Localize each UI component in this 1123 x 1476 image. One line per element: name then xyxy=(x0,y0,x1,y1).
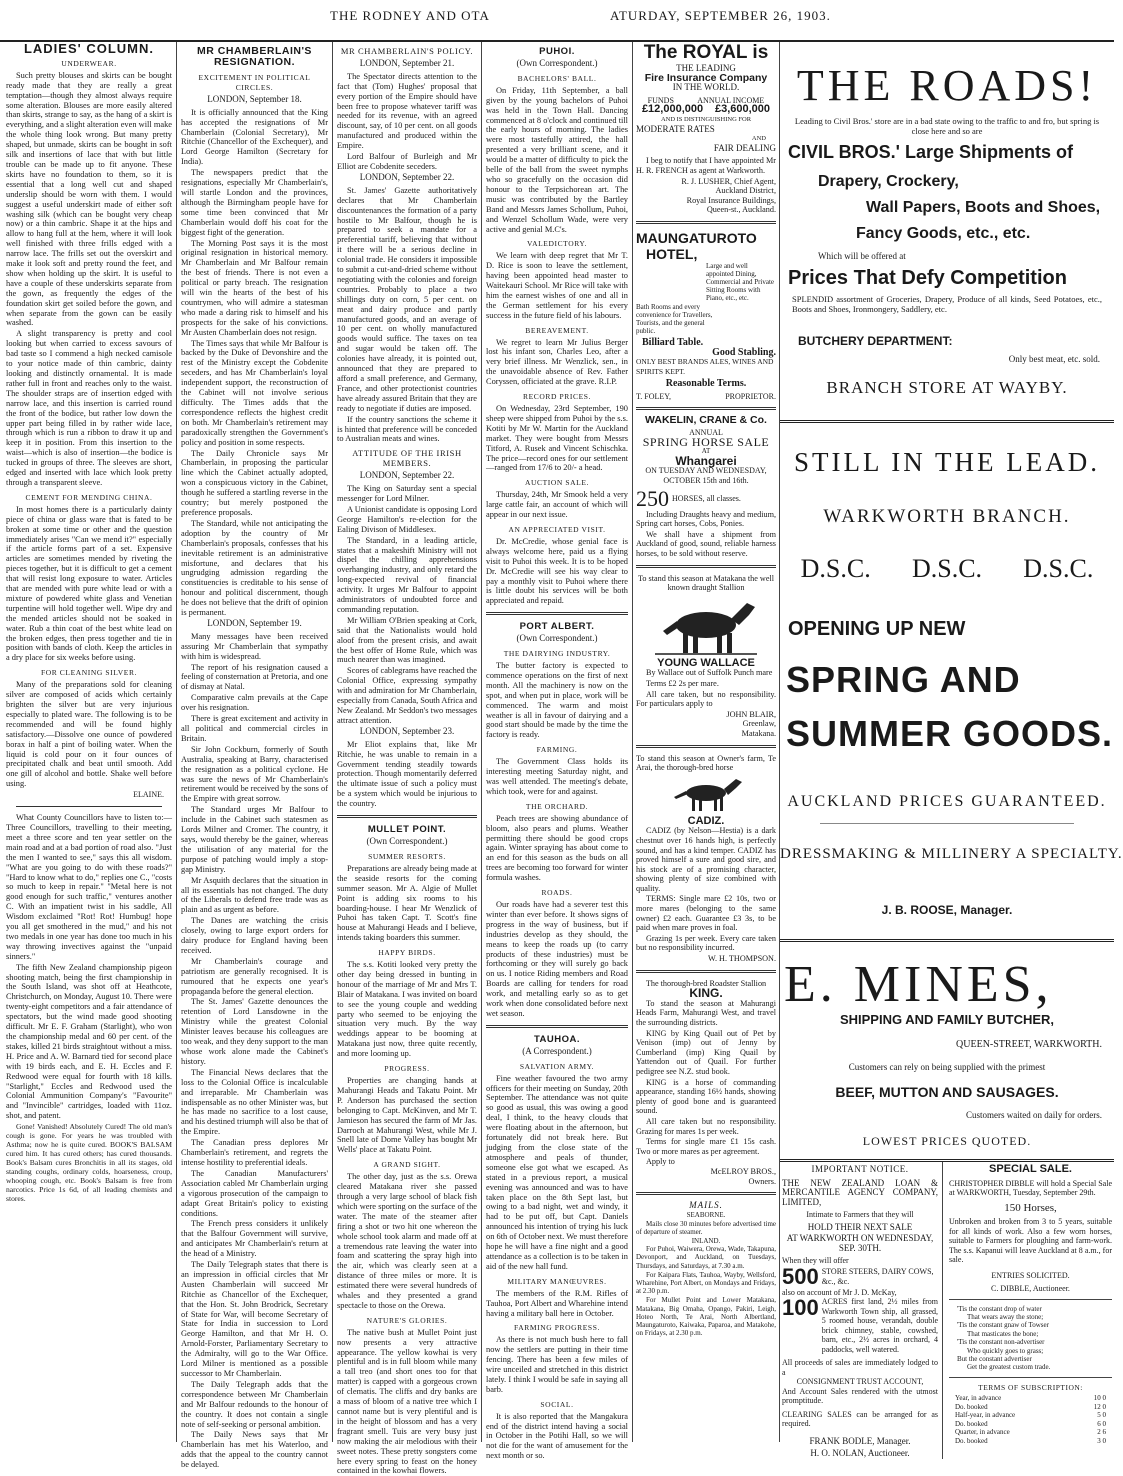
ad-line: Which will be offered at xyxy=(818,251,906,261)
royal-insurance-ad xyxy=(636,42,776,215)
ad-line: ANNUAL xyxy=(689,428,723,438)
proprietor-title: PROPRIETOR. xyxy=(725,391,776,401)
paragraph: Our roads have had a severer test this winter than ever before. It shows signs of progress in the way of business, but if industries develop as they should, the means to keep the roads up (to carry products of these industries) must be forthcoming or they will surely go back on us. I notice Riding members and Road Boards are calling for tenders for road work, and metalling early so as to get work when done consolidated before next wet season. xyxy=(486,899,628,1018)
paragraph: The Daily News says that Mr Chamberlain has met his Waterloo, and adds that the appeal to the country cannot be delayed. xyxy=(181,1430,328,1470)
verse-line: That wears away the stone; xyxy=(967,1312,1044,1321)
ad-line: J. B. ROOSE, Manager. xyxy=(881,903,1013,917)
paragraph: Terms for single mare £1 15s cash. Two or more mares as per agreement. xyxy=(636,1137,776,1156)
divider xyxy=(486,1025,628,1028)
subhead: SEABORNE. xyxy=(686,1211,726,1220)
ad-line: WARKWORTH BRANCH. xyxy=(823,506,1071,527)
divider xyxy=(949,1377,1112,1378)
ad-line: Royal Insurance Buildings, xyxy=(686,195,776,205)
verse-line: 'Tis the constant non-advertiser xyxy=(957,1338,1045,1347)
paragraph: CHRISTOPHER DIBBLE will hold a Special Sale at WARKWORTH, Tuesday, September 29th. xyxy=(949,1178,1112,1197)
masthead-left: THE RODNEY AND OTA xyxy=(330,8,490,23)
paragraph: The Morning Post says it is the most original resignation in historical memory. Mr Chamberlain and Mr Balfour remain the best of friends. There is not even a political or party breach. The resignation will win the hearts of the best of his countrymen, who will admire a statesman who made a daring risk to himself and his prospects for the sake of his convictions. Mr Austen Chamberlain does not resign. xyxy=(181,238,328,337)
ad-line: FAIR DEALING xyxy=(713,142,776,153)
proprietor-name: T. FOLEY, xyxy=(636,391,672,401)
divider xyxy=(780,420,1114,423)
verse-line: Get the greatest custom trade. xyxy=(967,1363,1051,1372)
ad-line: Owners. xyxy=(748,1176,776,1186)
paragraph: KING by King Quail out of Pet by Venison (imp) out of Jenny by Cumberland (imp) King Quail by Yattendon out of Quail. For further pedigree see N.Z. stud book. xyxy=(636,1028,776,1076)
roads-headline: THE ROADS! xyxy=(796,61,1098,110)
paragraph: TERMS: Single mare £2 10s, two or more mares (belonging to the same owner) £2 each. Guarantee £3 3s, to be paid when mare proves in foal. xyxy=(636,894,776,933)
paragraph: Such pretty blouses and skirts can be bought ready made that they are really a great temptation—though they almost always require some alteration. Blouses are more easily altered than skirts, strange to say, as the hang of a skirt is everything, and a slight alteration even will make the whole thing look wrong. But many pretty shaped, but unmade, skirts can be bought in soft silk and insertions of lace that with but little trouble can be made up to fit anyone. These skirts have no foundation to them, so it is essential that a long well cut and shaped underslip should be worn with them. I would suggest a useful underskirt made of either soft washing silk (which can be bought very cheap now) or a thin cambric. Shape it at the hips and allow to hang full at the hem, where it will look well finished with three frills edged with a narrow lace. The frills set out the overskirt and make it look soft and pretty round the feet, and show when holding up the skirt. It is useful to have a couple of these underskirts separate from the gown, as frequently the edges of the foundation skirt get soiled before the gown, and when separate from the gown can be easily washed. xyxy=(6,70,172,328)
ad-headline: SPECIAL SALE. xyxy=(989,1163,1072,1175)
paragraph: Including Draughts heavy and medium, Spring cart horses, Cobs, Ponies. xyxy=(636,509,776,529)
policy-column xyxy=(337,42,478,1476)
ad-line: Fire Insurance Company xyxy=(644,71,768,84)
subscription-table xyxy=(949,1394,1112,1445)
article-title: PORT ALBERT. xyxy=(519,621,595,633)
subhead: AN APPRECIATED VISIT. xyxy=(508,524,606,534)
verse-line: But the constant advertiser xyxy=(957,1354,1032,1363)
paragraph: SPLENDID assortment of Groceries, Drapery, Produce of all kinds, Seed Potatoes, etc., Boots and Shoes, Ironmongery, Saddlery, etc. xyxy=(792,294,1102,314)
ad-headline: STILL IN THE LEAD. xyxy=(794,447,1100,477)
subhead: UNDERWEAR. xyxy=(61,58,117,68)
subhead: BEREAVEMENT. xyxy=(525,325,589,335)
paragraph: The thorough-bred Roadster Stallion xyxy=(645,978,767,988)
ad-line: AUCKLAND PRICES GUARANTEED. xyxy=(787,793,1107,810)
ad-line: McELROY BROS., xyxy=(710,1166,776,1176)
subhead: SOCIAL. xyxy=(540,1399,574,1409)
verse-line: That masticates the bone; xyxy=(967,1329,1039,1338)
income-label: ANNUAL INCOME xyxy=(697,95,765,105)
ad-line: Drapery, Crockery, xyxy=(818,173,959,190)
important-notice-ad xyxy=(780,1162,943,1459)
verse-line: Who quickly goes to grass; xyxy=(967,1346,1044,1355)
paragraph: Bath Rooms and every convenience for Travellers, Tourists, and the general public. xyxy=(636,302,713,335)
divider xyxy=(636,221,776,224)
paragraph: If the country sanctions the scheme it is hinted that preference will be conceded to Australian meats and wines. xyxy=(337,414,477,444)
paragraph: We regret to learn Mr Julius Berger lost his infant son, Charles Leo, after a very brief illness. Mr Wenzlick, sen., in the unavoidable absence of Rev. Father Coryssen, officiated at the grave. R.I.P. xyxy=(486,337,628,387)
subhead: SUMMER RESORTS. xyxy=(368,851,446,861)
paragraph: Terms £2 2s per mare. xyxy=(646,678,719,688)
advertisements-column xyxy=(636,42,776,1442)
paragraph: All proceeds of sales are immediately lodged to a xyxy=(782,1358,938,1377)
paragraph: The Government Class holds its interesting meeting Saturday night, and was well attended. The meeting's debate, which took, were for and against. xyxy=(486,757,628,796)
paragraph: The newspapers predict that the resignations, especially Mr Chamberlain's, will startle London and the provinces, although the Birmingham people have for some time been convinced that Mr Chamberlain would doff his coat for the biggest fight of the generation. xyxy=(181,168,328,237)
subhead: VALEDICTORY. xyxy=(527,239,587,249)
paragraph: KING is a horse of commanding appearance, standing 16½ hands, showing plenty of good bone and is guaranteed sound. xyxy=(636,1077,776,1116)
paragraph: The Standard, while not anticipating the adoption by the country of Mr Chamberlain's proposals, confesses that his inevitable retirement is an administrative misfortune, and declares that his ungrudging admission regarding the constituencies is creditable to his sense of honour and political discernment, though he does not believe that the drift of opinion is permanent. xyxy=(181,518,328,618)
paragraph: There is great excitement and activity in all political and commercial circles in Britain. xyxy=(181,714,328,743)
table-row xyxy=(949,1411,1112,1420)
ad-headline: MAILS. xyxy=(689,1200,723,1211)
term-price: 10 0 xyxy=(1093,1394,1106,1403)
paragraph: Fine weather favoured the two army officers for their meeting on Sunday, 20th September. The attendance was not quite so good as usual, this was owing a good deal, I think, to the heavy clouds that were floating about in the afternoon, but fortunately did not break here. But judging from the close state of the atmosphere and peals of thunder, someone else got what we escaped. As stated in a previous report, a musical evening was announced and was to have taken place on the 8th Sept last, but owing to a bad night, wet and windy, it had to be put off, but Capt. Daniels announced his intention of trying his luck on 6th of October next. We must therefore hope he will have a fine night and a good attendance as a collection is to be taken in aid of the new hall fund. xyxy=(486,1073,628,1271)
ad-headline: Prices That Defy Competition xyxy=(788,267,1067,289)
term-label: Quarter, in advance xyxy=(955,1428,1010,1437)
correspondent: (Own Correspondent.) xyxy=(516,58,598,68)
paragraph: ACRES first land, 2½ miles from Warkworth Town ship, all grassed, 5 roomed house, verandah, double brick chimney, stable, cowshed, barn, etc., 2½ acres in orchard, 4 paddocks, well watered. xyxy=(821,1297,938,1354)
ad-line: Apply to xyxy=(646,1157,675,1167)
ad-line: Only best meat, etc. sold. xyxy=(1008,354,1100,364)
hotel-ad xyxy=(636,230,776,402)
divider xyxy=(636,745,776,748)
mails-notice xyxy=(636,1201,776,1337)
paragraph: I beg to notify that I have appointed Mr H. R. FRENCH as agent at Warkworth. xyxy=(636,156,776,175)
paragraph: Grazing 1s per week. Every care taken but no responsibility incurred. xyxy=(636,933,776,953)
paragraph: Scores of cablegrams have reached the Colonial Office, expressing sympathy with and admiration for Mr Chamberlain, especially from Canada, South Africa and New Zealand. Mr Seddon's two messages attract attention. xyxy=(337,666,478,725)
paragraph: The Canadian Manufacturers' Association cabled Mr Chamberlain urging a vigorous prosecution of the campaign to adapt Great Britain's policy to existing conditions. xyxy=(181,1168,328,1218)
term-price: 3 0 xyxy=(1097,1436,1106,1445)
ad-line: ON TUESDAY AND WEDNESDAY, OCTOBER 15th and 16th. xyxy=(645,466,767,486)
correspondent: (A Correspondent.) xyxy=(522,1045,592,1056)
paragraph: The Daily Chronicle says Mr Chamberlain, in proposing the particular line which the Cabinet actually adopted, won a conspicuous victory in the Cabinet, though he suffered a startling reverse in the country; but merely postponed the preference proposals. xyxy=(181,448,328,517)
paragraph: On Wednesday, 23rd September, 190 sheep were shipped from Puhoi by the s.s. Kotiti by Mr W. Martin for the Auckland market. They were bought from Messrs Titford, A. Rusek and Vincent Schischka. The price—record ones for our settlement—ranged from 17/6 to 20/- a head. xyxy=(486,404,628,473)
section-title: LADIES' COLUMN. xyxy=(23,41,155,56)
page-header xyxy=(0,0,1114,42)
paragraph: A Unionist candidate is opposing Lord George Hamilton's re-election for the Ealing Divison of Middlesex. xyxy=(337,504,477,534)
subhead: FARMING PROGRESS. xyxy=(514,1323,600,1333)
ad-line: FRANK BODLE, Manager. xyxy=(809,1435,911,1446)
paragraph: The Times says that while Mr Balfour is backed by the Duke of Devonshire and the rest of the Ministry except the Cobdenite seceders, and has Mr Chamberlain's loyal independent support, the reconstruction of the Cabinet will not involve serious difficulty. The Times adds that the correspondence reflects the highest credit on both. Mr Chamberlain's retirement may paradoxically strengthen the Government's policy and position in some respects. xyxy=(181,338,328,447)
term-label: Do. booked xyxy=(955,1436,988,1445)
subhead: BACHELORS' BALL. xyxy=(517,73,597,83)
subhead: SALVATION ARMY. xyxy=(519,1061,595,1071)
paragraph: Dr. McCredie, whose genial face is always welcome here, paid us a flying visit to Puhoi this week. It is to be hoped Dr. McCredie will see his way clear to pay a monthly visit to Puhoi where there is little doubt his services will be both appreciated and repaid. xyxy=(486,536,628,606)
paragraph: To stand this season at Owner's farm, Te Arai, the thorough-bred horse xyxy=(636,753,776,773)
ad-line: OPENING UP NEW xyxy=(788,618,966,640)
stallion-ad-king xyxy=(636,979,776,1186)
dateline: LONDON, September 22. xyxy=(359,470,455,481)
divider xyxy=(949,1299,1112,1300)
paragraph: Comparative calm prevails at the Cape over his resignation. xyxy=(181,693,328,713)
table-row xyxy=(949,1403,1112,1412)
ad-line: When they will offer xyxy=(782,1256,849,1265)
ad-headline: HOTEL, xyxy=(646,245,698,262)
ad-line: THE LEADING xyxy=(676,63,736,73)
divider xyxy=(486,612,628,615)
table-row xyxy=(949,1420,1112,1429)
paragraph: Mr Asquith declares that the situation in all its essentials has not changed. The duty of the Liberals to defend free trade was as plain and as urgent as before. xyxy=(181,875,328,915)
horse-sale-ad xyxy=(636,416,776,558)
funds-label: FUNDS xyxy=(647,95,674,105)
paragraph: The Canadian press deplores Mr Chamberlain's retirement, and regrets the intense hostility to preferential ideals. xyxy=(181,1138,328,1167)
ad-line: 150 Horses, xyxy=(1004,1201,1057,1214)
paragraph: Gone! Vanished! Absolutely Cured! The old man's cough is gone. For years he was troubled with Asthma; now he is quite cured. BOOK'S BALSAM cured him. It has cured others; has cured thousands. Book's Balsam cures Bronchitis in all its stages, old standing coughs, ordinary colds, hoarseness, croup, whooping cough, etc. Book's Balsam is free from narcotics. Price 1s 6d, of all leading chemists and stores. xyxy=(6,1122,172,1204)
paragraph: CLEARING SALES can be arranged for as required. xyxy=(782,1409,938,1428)
ad-line: C. DIBBLE, Auctioneer. xyxy=(991,1284,1070,1293)
ad-line: Whangarei xyxy=(675,453,737,468)
subhead: MILITARY MANŒUVRES. xyxy=(507,1276,607,1286)
paragraph: What County Councillors have to listen to:—Three Councillors, travelling to their meeting, meet a three score and ten year settler on the main road and at a bad portion of road also. "Just the men I wanted to see," says this all wisdom. "What are you going to do with these roads?" "Hard to know what to do," replies one C., "costs so much to keep in repair." "Metal here is not good enough for such traffic," ventures another C. With an impatient twist in his saddle, All Wisdom exclaimed "Rot! Rot! Humbug! hope you all get smothered in the mud," and his not two medals in one year has done too much in his way throwing invectives against the "unpaid sinners." xyxy=(6,813,172,961)
ad-line: BEEF, MUTTON AND SAUSAGES. xyxy=(835,1084,1059,1100)
paragraph: The s.s. Kotiti looked very pretty the other day being dressed in bunting in honour of the marriage of Mr and Mrs T. Blair of Matakana. I was invited on board to see the young couple and wedding party who seemed to be enjoying the situation very much. By the way weddings appear to be booming at Matakana just now, three quite recently, and more looming up. xyxy=(337,960,478,1059)
paragraph: It is officially announced that the King has accepted the resignations of Mr Chamberlain (Colonial Secretary), Mr Ritchie (Chancellor of the Exchequer), and Lord George Hamilton (Secretary for India). xyxy=(181,107,328,167)
column-rule xyxy=(632,42,633,1442)
paragraph: The Danes are watching the crisis closely, owing to large export orders for dairy produce for England having been received. xyxy=(181,916,328,955)
paragraph: The Financial News declares that the loss to the Colonial Office is incalculable and irreparable. Mr Chamberlain was indispensable as no other Minister was, but he has made no sacrifice to a lost cause, and his destined triumph will also be that of the Empire. xyxy=(181,1067,329,1137)
subhead: ROADS. xyxy=(541,888,573,898)
ad-line: HORSES, all classes. xyxy=(672,493,741,503)
paragraph: For Kaipara Flats, Tauhoa, Wayby, Wellsford, Wharehine, Port Albert, on Mondays and Fridays, at 2.30 p.m. xyxy=(636,1270,776,1296)
special-sale-ad xyxy=(943,1162,1114,1459)
paragraph: The report of his resignation caused a feeling of consternation at Pretoria, and one of dismay at Natal. xyxy=(181,662,328,692)
article-title: PUHOI. xyxy=(539,46,575,57)
paragraph: All care taken, but no responsibility. For particulars apply to xyxy=(636,689,776,709)
ad-line: AND IS DISTINGUISHING FOR xyxy=(660,115,752,123)
term-label: Year, in advance xyxy=(955,1394,1002,1403)
paragraph: The Standard, in a leading article, states that a makeshift Ministry will not dispel the chilling apprehensions overhanging industry, and only retard the long-expected revival of financial activity. It urges Mr Balfour to appoint administrators of undoubted force and commanding reputation. xyxy=(337,535,477,614)
ad-headline: TERMS OF SUBSCRIPTION: xyxy=(978,1382,1083,1392)
paragraph: By Wallace out of Suffolk Punch mare xyxy=(646,668,773,678)
paragraph: To stand the season at Mahurangi Heads Farm, Mahurangi West, and travel the surrounding districts. xyxy=(636,998,776,1027)
ad-line: HOLD THEIR NEXT SALE xyxy=(807,1221,913,1232)
paragraph: Large and well appointed Dining, Commercial and Private Sitting Rooms with Piano, etc., etc. xyxy=(706,261,775,302)
ad-line: Wall Papers, Boots and Shoes, xyxy=(866,199,1101,216)
ad-line: Customers waited on daily for orders. xyxy=(966,1110,1102,1120)
paragraph: Customers can rely on being supplied with the primest xyxy=(848,1062,1046,1072)
stallion-ad-cadiz xyxy=(636,754,776,964)
paragraph: The butter factory is expected to commence operations on the first of next month. All the machinery is now on the spot, and when put in place, work will be commenced. The warm and moist weather is all in favour of dairying and a good start should be made by the time the factory is ready. xyxy=(486,661,628,740)
paragraph: Many of the preparations sold for cleaning silver are composed of acids which certainly brighten the silver but are very injurious especially to plated ware. The following is to be recommended and will be found highly satisfactory.—Dissolve one ounce of powdered borax in half a pint of boiling water. When the liquid is cold pour on it four ounces of precipitated chalk and beat until smooth. Add one gill of alcohol and bottle. Shake well before using. xyxy=(6,680,172,789)
subhead: HAPPY BIRDS. xyxy=(378,948,436,958)
paragraph: The French press considers it unlikely that the Balfour Government will survive, and anticipates Mr Chamberlain's return at the head of a Ministry. xyxy=(181,1219,328,1259)
chamberlain-column xyxy=(181,42,329,1470)
stallion-ad-wallace xyxy=(636,574,776,739)
subhead: AUCTION SALE. xyxy=(524,478,590,488)
dsc-logo: D.S.C. xyxy=(800,554,871,583)
column-rule xyxy=(481,42,482,1442)
horse-illustration-icon xyxy=(651,595,761,657)
dateline: LONDON, September 21. xyxy=(359,57,455,68)
store-advertisements xyxy=(780,42,1123,1458)
ad-headline: The ROYAL is xyxy=(643,42,769,63)
ad-line: W. H. THOMPSON. xyxy=(707,954,776,964)
ad-line: IN THE WORLD. xyxy=(672,82,740,93)
acre-count: 100 xyxy=(782,1295,819,1320)
paragraph: The Daily Telegraph states that there is an impression in official circles that Mr Austen Chamberlain will succeed Mr Ritchie as Chancellor of the Exchequer, that the Hon. St. John Brodrick, Secretary of State for War, will become Secretary of State for India in succession to Lord George Hamilton, and that Mr H. O. Arnold-Forster, Parliamentary Secretary to the Admiralty, will go to the War Office. Lord Milner is mentioned as a possible successor to Mr Chamberlain. xyxy=(181,1260,328,1378)
paragraph: Unbroken and broken from 3 to 5 years, suitable for all kinds of work. Also a few worn horses, suitable to Farmers for ploughing and farm-work. The s.s. Kapanui will leave Auckland at 8 a.m., for sale. xyxy=(949,1217,1112,1264)
ad-line: Good Stabling. xyxy=(712,346,776,358)
column-rule xyxy=(176,42,177,1442)
verse xyxy=(957,1305,1112,1372)
paragraph: We shall have a shipment from Auckland of good, sound, reliable harness horses, to be sold without reserve. xyxy=(636,529,776,558)
term-label: Half-year, in advance xyxy=(955,1411,1016,1420)
paragraph: Mr Chamberlain's courage and patriotism are generally recognised. It is rumoured that he expects one year's propaganda before the general election. xyxy=(181,956,328,996)
dateline: LONDON, September 18. xyxy=(207,93,302,104)
subhead: A GRAND SIGHT. xyxy=(373,1160,441,1170)
paragraph: All care taken but no responsibility. Grazing for mares 1s per week. xyxy=(636,1116,776,1136)
ad-headline: WAKELIN, CRANE & Co. xyxy=(645,414,767,427)
ad-line: Greenlaw, xyxy=(742,719,776,729)
paragraph: Lord Balfour of Burleigh and Mr Elliot are Cobdenite seceders. xyxy=(337,152,477,171)
masthead-date: ATURDAY, SEPTEMBER 26, 1903. xyxy=(610,8,831,23)
ad-line: BUTCHERY DEPARTMENT: xyxy=(798,334,953,348)
subhead: FARMING. xyxy=(536,745,578,755)
ad-line: AT WARKWORTH ON WEDNESDAY, SEP. 30TH. xyxy=(786,1233,934,1253)
term-price: 6 0 xyxy=(1097,1419,1106,1428)
ad-line: QUEEN-STREET, WARKWORTH. xyxy=(956,1039,1102,1050)
ad-line: CONSIGNMENT TRUST ACCOUNT, xyxy=(796,1377,924,1386)
article-title: ATTITUDE OF THE IRISH MEMBERS. xyxy=(352,448,462,469)
article-title: MR CHAMBERLAIN'S RESIGNATION. xyxy=(197,45,312,68)
paragraph: CADIZ (by Nelson—Hestia) is a dark chestnut over 16 hands high, is perfectly sound, and has a kind temper. CADIZ has proved himself a sure and good sire, and his stock are of a promising character, showing plenty of size combined with quality. xyxy=(636,826,776,893)
article-title: MR CHAMBERLAIN'S POLICY. xyxy=(340,46,474,56)
ad-line: Billiard Table. xyxy=(642,336,704,348)
subhead: NATURE'S GLORIES. xyxy=(366,1315,448,1325)
paragraph: We learn with deep regret that Mr T. D. Rice is soon to leave the settlement, having been appointed head master to Waitekauri School. Mr Rice will take with him the earnest wishes of one and all in the German settlement for his every success in the future field of his labours. xyxy=(486,251,628,320)
racehorse-illustration-icon xyxy=(666,775,746,815)
paragraph: As there is not much bush here to fall now the settlers are putting in their time fencing. There has been a few miles of wire unceiled and stretched in this district lately. I think I would be safe in saying all barb. xyxy=(486,1335,628,1394)
table-row xyxy=(949,1437,1112,1446)
ad-line: MODERATE RATES xyxy=(636,123,715,134)
paragraph: For Mullet Point and Lower Matakana, Matakana, Big Omaha, Opango, Pakiri, Leigh, Hoteo North, Te Arai, North Albertland, Maungaturoto, Kaiwaka, Paparoa, and Matakohe, on Fridays, at 2.30 p.m. xyxy=(636,1296,776,1338)
subhead: FOR CLEANING SILVER. xyxy=(40,668,138,678)
paragraph: Sir John Cockburn, formerly of South Australia, speaking at Barry, characterised the resignation as a political cyclone. He was sure the news of Mr Chamberlain's retirement would be received by the sons of the Empire with great sorrow. xyxy=(181,744,328,804)
divider xyxy=(636,565,776,568)
paragraph: The Standard urges Mr Balfour to include in the Cabinet such statesmen as Lords Milner and Cromer. The country, it says, would thereby be the gainer, whereas the utilisation of any material for the purpose of patching would imply a stop-gap Ministry. xyxy=(181,805,328,874)
ladies-column xyxy=(6,42,172,1442)
paragraph: The members of the R.M. Rifles of Tauhoa, Port Albert and Wharehine intend having a military ball here in October. xyxy=(486,1288,628,1318)
income-value: £3,600,000 xyxy=(714,103,771,116)
ad-line: ENTRIES SOLICITED. xyxy=(991,1270,1070,1280)
ad-headline: IMPORTANT NOTICE. xyxy=(811,1164,909,1174)
district-news-column xyxy=(486,42,628,1461)
ad-line: also on account of Mr J. D. McKay, xyxy=(782,1287,897,1297)
dateline: LONDON, September 19. xyxy=(207,617,302,628)
term-label: Do. booked xyxy=(955,1419,988,1428)
paragraph: And Account Sales rendered with the utmost promptitude. xyxy=(782,1386,938,1405)
ad-line: R. J. LUSHER, Chief Agent, xyxy=(681,176,776,186)
paragraph: On Friday, 11th September, a ball given by the young bachelors of Puhoi was held in the Town Hall. Dancing commenced at 8 o'clock and continued till the early hours of morning. The ladies were most tastefully attired, the hall presented a very brilliant scene, and it would be a matter of difficulty to pick the belle of the ball from the sweet nymphs who so gracefully on the occasion did honour to the Terpsichorean art. The music was contributed by the Bartley Band and Messrs James Schollum, Puhoi, and Wenzel Schollum Wade, were very active and genial M.C's. xyxy=(486,85,628,234)
ad-line: JOHN BLAIR, xyxy=(726,709,776,719)
paragraph: Mr Eliot explains that, like Mr Ritchie, he was unable to remain in a Government tending steadily towards protection. Though momentarily deferred the ultimate issue of such a policy must be a system which would be injurious to the country. xyxy=(337,739,477,809)
steer-count: 500 xyxy=(782,1263,819,1289)
ad-line: Matakana. xyxy=(741,728,776,738)
verse-line: 'Tis the constant drop of water xyxy=(957,1304,1042,1313)
term-price: 5 0 xyxy=(1097,1411,1106,1420)
ad-headline: E. MINES, xyxy=(784,956,1053,1013)
funds-value: £12,000,000 xyxy=(641,103,704,116)
ad-headline: BRANCH STORE AT WAYBY. xyxy=(826,378,1068,397)
column-rule xyxy=(332,42,333,1442)
ad-line: LOWEST PRICES QUOTED. xyxy=(862,1134,1032,1148)
paragraph: Thursday, 24th, Mr Smook held a very large cattle fair, an account of which will appear in our next issue. xyxy=(486,490,628,520)
ad-line: AND xyxy=(751,135,766,143)
divider xyxy=(820,823,1074,824)
ad-line: ONLY BEST BRANDS ALES, WINES AND SPIRITS KEPT. xyxy=(636,357,774,376)
subhead: EXCITEMENT IN POLITICAL CIRCLES. xyxy=(198,73,311,92)
dsc-logo: D.S.C. xyxy=(1023,554,1094,583)
paragraph: The other day, just as the s.s. Orewa cleared Matakana river she passed through a very large school of black fish which were sporting on the surface of the water. The mate of the steamer after firing a shot or two hit one whereon the whole school took alarm and made off at a tremendous rate leaving the water into foam and scattering the spray high into the air, which was clearly seen at a distance of three miles or more. It is estimated there were several hundreds of whales and they presented a grand spectacle to those on the Orewa. xyxy=(337,1172,477,1310)
subhead: THE ORCHARD. xyxy=(525,801,589,811)
paragraph: The St. James' Gazette denounces the retention of Lord Lansdowne in the Ministry while the greatest Colonial Minister leaves because his colleagues are too weak, and they deny support to the man whose work alone made the Cabinet's history. xyxy=(181,997,328,1066)
ad-line: STORE STEERS, DAIRY COWS, &c., &c. xyxy=(821,1267,934,1286)
paragraph: The Daily Telegraph adds that the correspondence between Mr Chamberlain and Mr Balfour redounds to the honour of the country. It does not contain a single note of self-seeking or personal ambition. xyxy=(181,1379,328,1429)
ad-line: Auckland District, xyxy=(715,186,776,196)
paragraph: A slight transparency is pretty and cool looking but when carried to excess savours of bad taste so I commend a high necked camisole to your notice made of thin cambric, dainty looking and distinctly ornamental. It is made rather full in front and reaches only to the waist. The shoulder straps are of insertion edged with narrow lace, and this insertion is carried round the front of the bodice, but rather low down the upper part being filled in by rather wide lace, through which is run a ribbon to draw it up and keep it in position. From this insertion to the waist—which is also of insertion—the bodice is tucked in groups of three. The sleeves are short, edged and inserted with lace which look pretty through a transparent sleeve. xyxy=(6,329,172,487)
dateline: LONDON, September 23. xyxy=(359,725,455,736)
divider xyxy=(636,1192,776,1195)
horse-count: 250 xyxy=(636,485,669,511)
paragraph: The King on Saturday sent a special messenger for Lord Milner. xyxy=(337,484,477,503)
ad-headline: SPRING AND xyxy=(786,659,1021,700)
paragraph: Many messages have been received assuring Mr Chamberlain that sympathy with him is widespread. xyxy=(181,631,328,661)
divider xyxy=(636,970,776,973)
ad-line: SHIPPING AND FAMILY BUTCHER, xyxy=(839,1012,1055,1027)
ad-line: AT xyxy=(701,447,711,456)
paragraph: Peach trees are showing abundance of bloom, also pears and plums. Weather permitting there should be good crops again. Winter spraying has about come to an end for this season as the buds on all trees are becoming too forward for winter formula washes. xyxy=(486,813,628,883)
article-title: TAUHOA. xyxy=(533,1033,581,1045)
table-row xyxy=(949,1394,1112,1403)
ad-headline: YOUNG WALLACE xyxy=(657,656,755,669)
ad-line: Fancy Goods, etc., etc. xyxy=(856,225,1031,242)
divider xyxy=(337,815,477,818)
paragraph: Mails close 30 minutes before advertised time of departure of steamer. xyxy=(636,1219,776,1236)
ad-line: DRESSMAKING & MILLINERY A SPECIALTY. xyxy=(780,846,1123,862)
ad-headline: CADIZ. xyxy=(687,814,725,827)
divider xyxy=(636,407,776,410)
paragraph: It is also reported that the Mangakura end of the district intend having a social in October in the Potihi Hall, so we will not die for the want of amusement for the next month or so. xyxy=(486,1411,628,1461)
ad-headline: SUMMER GOODS. xyxy=(786,713,1114,754)
term-price: 2 6 xyxy=(1097,1428,1106,1437)
subhead: INLAND. xyxy=(691,1236,721,1245)
term-price: 12 0 xyxy=(1093,1402,1106,1411)
correspondent: (Own Correspondent.) xyxy=(516,633,598,644)
dsc-logo: D.S.C. xyxy=(911,554,983,583)
paragraph: To stand this season at Matakana the well known draught Stallion xyxy=(637,573,775,593)
dateline: LONDON, September 22. xyxy=(359,171,455,182)
subhead: RECORD PRICES. xyxy=(523,392,591,402)
verse-line: 'Tis the constant gnaw of Towser xyxy=(957,1321,1049,1330)
ad-headline: CIVIL BROS.' Large Shipments of xyxy=(788,142,1073,162)
subhead: PROGRESS. xyxy=(384,1064,430,1074)
paragraph: Intimate to Farmers that they will xyxy=(806,1210,914,1219)
divider xyxy=(780,939,1114,942)
ad-headline: MAUNGATUROTO xyxy=(636,229,757,246)
paragraph: Properties are changing hands at Mahurangi Heads and Takatu Point. Mr P. Anderson has purchased the section belonging to Capt. McKinven, and Mr T. Jamieson has secured the farm of Mr Jas. Darroch at Mahurangi West, while Mr J. Snell late of Dome Valley has bought Mr Wells' place at Takatu Point. xyxy=(337,1076,477,1155)
signature: ELAINE. xyxy=(133,790,164,800)
divider xyxy=(16,806,162,807)
paragraph: The fifth New Zealand championship pigeon shooting match, being the first championship in the South Island, was shot off at Heathcote, Christchurch, on Monday, August 10. There were twenty-eight competitors and a fair attendance of spectators, but the wind made good shooting difficult. Mr E. F. Graham (Starlight), who won the championship medal and 60 per cent. of the stakes, killed 21 birds straightout without a miss. H. Price and A. W. Barnard tied for second place with 19 birds each, and E. H. Eccles and F. Redwood were equal for fourth with 18 kills. "Starlight," Eccles and Redwood used the Colonial Ammunition Company's "Favourite" and "Invincible" cartridges, loaded with 11oz. shot, and patent. xyxy=(6,962,172,1121)
term-label: Do. booked xyxy=(955,1402,988,1411)
subhead: THE DAIRYING INDUSTRY. xyxy=(503,649,611,659)
ad-line: SPRING HORSE SALE xyxy=(642,434,770,449)
table-row xyxy=(949,1428,1112,1437)
ad-headline: KING. xyxy=(689,986,723,1001)
article-title: MULLET POINT. xyxy=(367,824,447,836)
paragraph: For Puhoi, Waiwera, Orewa, Wade, Takapuna, Devonport, and Auckland, on Tuesdays, Thursdays, and Saturdays, at 7.30 a.m. xyxy=(636,1245,776,1270)
paragraph: THE NEW ZEALAND LOAN & MERCANTILE AGENCY COMPANY, LIMITED, xyxy=(782,1177,938,1207)
paragraph: The native bush at Mullet Point just now presents a very attractive appearance. The yellow kowhai is very plentiful and is in full bloom while many a tall treo (and short ones too for that matter) is capped with a gorgeous crown of clematis. The cliffs and dry banks are a mass of bloom of a native tree which I cannot name but is very plentiful and is in the height of blossom and has a very fragrant smell. Tuis are very busy just now making the air melodious with their sweet notes. These pretty songsters come here every spring to feast on the honey contained in the kowhai flowers. xyxy=(337,1327,477,1476)
ad-line: H. O. NOLAN, Auctioneer. xyxy=(810,1448,910,1458)
ad-line: Queen-st., Auckland. xyxy=(706,205,776,215)
correspondent: (Own Correspondent.) xyxy=(366,836,448,847)
ad-line: Reasonable Terms. xyxy=(665,378,747,390)
paragraph: Preparations are already being made at the seaside resorts for the coming summer season. Mr A. Algie of Mullet Point is adding six rooms to his boarding-house. I hear Mr Wenzlick of Puhoi has taken Capt. T. Scott's fine house at Mahurangi Heads and I believe, intends taking boarders this summer. xyxy=(337,863,477,943)
paragraph: St. James' Gazette authoritatively declares that Mr Chamberlain discountenances the formation of a party hostile to Mr Balfour, though he is prepared to seek a mandate for a preferential tariff, believing that without it there will be a serious decline in colonial trade. He considers it impossible to submit a cut-and-dried scheme without negotiating with the colonies and foreign countries. Probably to place a two shillings duty on corn, 5 per cent. on meat and dairy produce and partly manufactured goods, and an average of 10 per cent. on wholly manufactured goods would suffice. The taxes on tea and sugar would be taken off. The colonies have already, it is pointed out, announced that they are prepared to afford a small preference, and Germany, France, and other protectionist countries have already assured Britain that they are ready to negotiate if duties are imposed. xyxy=(337,185,477,413)
paragraph: In most homes there is a particularly dainty piece of china or glass ware that is fated to be broken at some time or other and the question immediately arises "Can we mend it?" especially if the article forms part of a set. Expensive articles are sometimes mended by riveting the pieces together, but it is difficult to get a cement that will resist long exposure to water. Articles that are mended with pure white lead or with a mixture of powdered white glass and Venetian turpentine will hold together well. Wipe dry and the mended articles should not be soaked in water. Rub a thin coat of the best white lead on the broken edges, then press together and tie in position with bands of cloth. Keep the articles in a dry place for six weeks before using. xyxy=(6,504,172,663)
subhead: CEMENT FOR MENDING CHINA. xyxy=(25,492,153,502)
paragraph: Mr William O'Brien speaking at Cork, said that the Nationalists would hold aloof from the present crisis, and await the best offer of Home Rule, which was much nearer than was imagined. xyxy=(337,615,477,665)
paragraph: The Spectator directs attention to the fact that (Tom) Hughes' proposal that every portion of the Empire should have been free to propose whatever tariff was needed for its revenue, with an agreed discount, say, of 10 per cent. on all goods manufactured and produced within the Empire. xyxy=(337,71,477,151)
paragraph: Leading to Civil Bros.' store are in a bad state owing to the traffic to and fro, but spring is close here and so are xyxy=(794,116,1100,136)
